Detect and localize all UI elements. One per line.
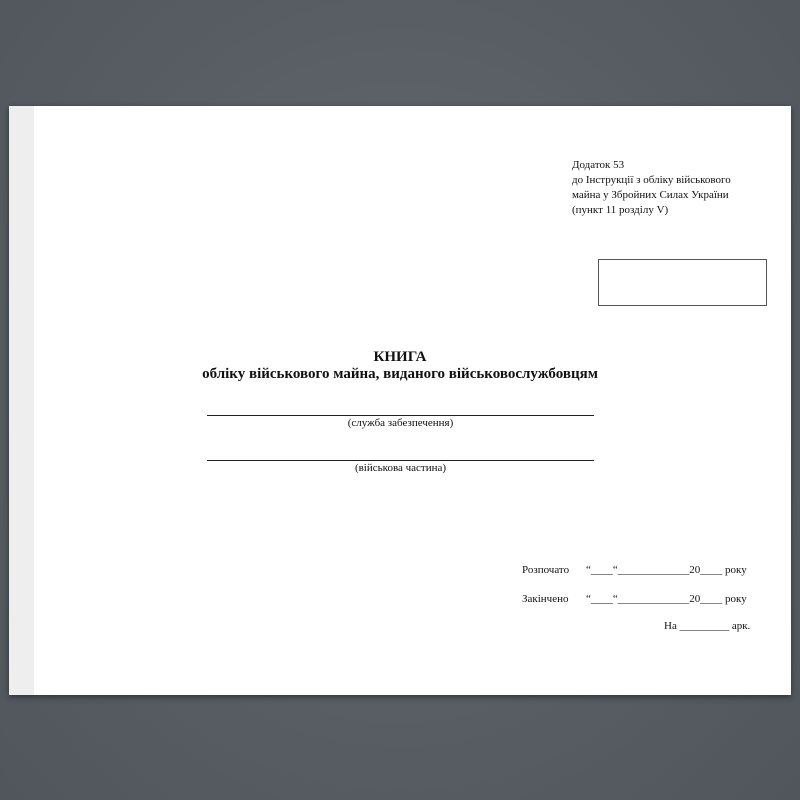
- service-field-line: [207, 415, 594, 416]
- title-subheading: обліку військового майна, виданого військовослужбовцям: [202, 366, 598, 382]
- service-field-caption: (служба забезпечення): [347, 417, 454, 429]
- document-title: [9, 349, 791, 383]
- appendix-line-3: майна у Збройних Силах України: [572, 189, 729, 201]
- finished-date-template: “____“_____________20____ року: [586, 593, 747, 605]
- finished-label: Закінчено: [522, 593, 569, 605]
- appendix-line-1: Додаток 53: [572, 159, 625, 171]
- document-sheet: [9, 106, 791, 695]
- sheets-count: На _________ арк.: [664, 620, 751, 632]
- appendix-line-2: до Інструкції з обліку військового: [572, 174, 731, 186]
- started-label: Розпочато: [522, 564, 570, 576]
- unit-field-caption: (військова частина): [354, 462, 447, 474]
- started-date-template: “____“_____________20____ року: [586, 564, 747, 576]
- appendix-line-4: (пункт 11 розділу V): [572, 204, 669, 216]
- appendix-note: [572, 158, 731, 218]
- registration-box: [598, 259, 767, 306]
- unit-field-line: [207, 460, 594, 461]
- title-heading: КНИГА: [373, 349, 427, 365]
- binding-strip: [9, 106, 34, 695]
